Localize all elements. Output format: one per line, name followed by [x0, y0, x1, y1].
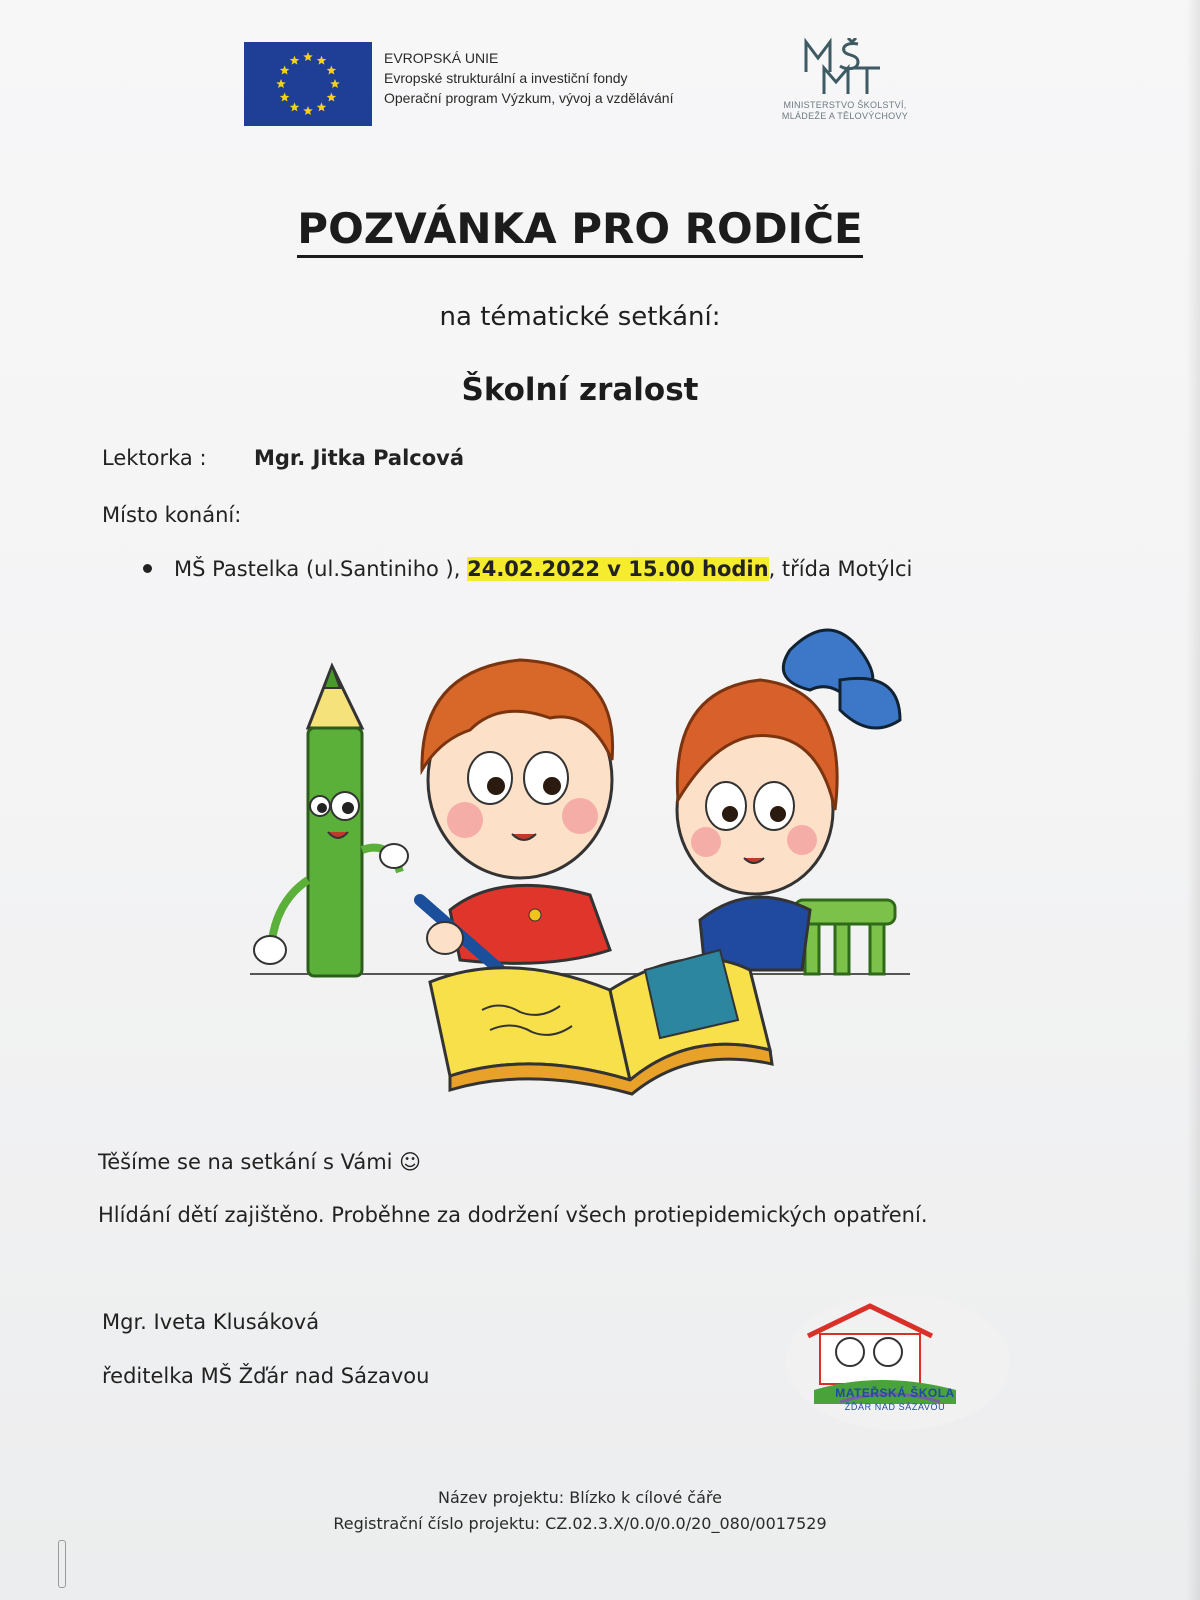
project-name: Název projektu: Blízko k cílové čáře	[438, 1488, 722, 1507]
venue-list-item	[143, 557, 912, 581]
pencil-character-icon	[254, 666, 408, 976]
venue-room: , třída Motýlci	[768, 557, 913, 581]
school-logo-name: MATEŘSKÁ ŠKOLA	[835, 1386, 955, 1400]
eu-funding-text	[384, 48, 673, 108]
eu-line-2: Evropské strukturální a investiční fondy	[384, 70, 628, 86]
staple-icon	[58, 1540, 66, 1588]
title-text: POZVÁNKA PRO RODIČE	[297, 204, 862, 258]
closing-greeting: Těšíme se na setkání s Vámi ☺	[98, 1150, 422, 1174]
topic-heading: Školní zralost	[461, 372, 699, 408]
boy-character-icon	[420, 660, 613, 970]
bullet-icon	[143, 564, 152, 573]
lecturer-name: Mgr. Jitka Palcová	[254, 446, 465, 470]
subtitle: na tématické setkání:	[439, 302, 721, 332]
signer-name: Mgr. Iveta Klusáková	[102, 1310, 320, 1334]
eu-flag-logo	[244, 42, 372, 126]
msmt-logo	[760, 38, 930, 128]
eu-line-1: EVROPSKÁ UNIE	[384, 50, 499, 66]
project-registration: Registrační číslo projektu: CZ.02.3.X/0.0/0.0/20_080/0017529	[333, 1514, 827, 1533]
msmt-caption-line-1: MINISTERSTVO ŠKOLSTVÍ,	[783, 100, 907, 110]
school-logo-city: ŽĎÁR NAD SÁZAVOU	[844, 1402, 946, 1412]
signer-role: ředitelka MŠ Žďár nad Sázavou	[102, 1364, 430, 1388]
page-title	[0, 204, 1160, 253]
venue-date-highlight: 24.02.2022 v 15.00 hodin	[467, 557, 769, 581]
venue-place: MŠ Pastelka (ul.Santiniho ),	[174, 557, 468, 581]
eu-line-3: Operační program Výzkum, vývoj a vzdělávání	[384, 90, 674, 106]
school-logo	[780, 1290, 1020, 1440]
venue-label: Místo konání:	[102, 503, 242, 527]
msmt-mark-icon	[802, 38, 888, 98]
lecturer-label: Lektorka :	[102, 446, 207, 470]
msmt-caption-line-2: MLÁDEŽE A TĚLOVÝCHOVY	[781, 111, 909, 121]
school-house-icon	[780, 1290, 1020, 1440]
msmt-caption	[760, 100, 930, 122]
book-icon	[430, 950, 772, 1094]
children-reading-illustration	[250, 610, 930, 1110]
childcare-note: Hlídání dětí zajištěno. Proběhne za dodržení všech protiepidemických opatření.	[98, 1203, 928, 1227]
